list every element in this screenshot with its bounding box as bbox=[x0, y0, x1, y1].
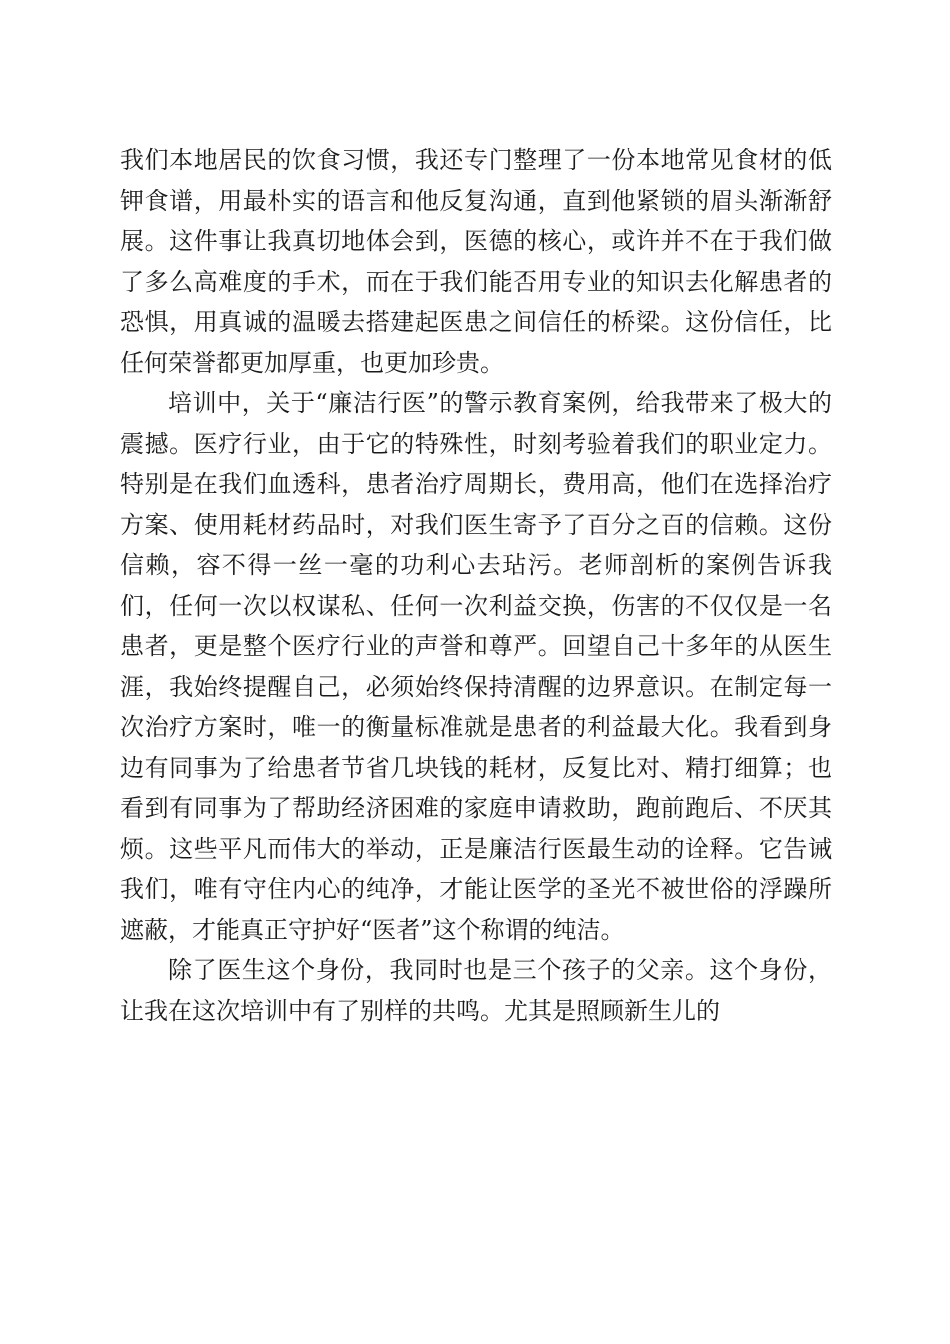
document-body bbox=[120, 140, 832, 1031]
paragraph-3: 除了医生这个身份，我同时也是三个孩子的父亲。这个身份，让我在这次培训中有了别样的共鸣。尤其是照顾新生儿的 bbox=[120, 956, 832, 1025]
paragraph-2: 培训中，关于“廉洁行医”的警示教育案例，给我带来了极大的震撼。医疗行业，由于它的特殊性，时刻考验着我们的职业定力。特别是在我们血透科，患者治疗周期长，费用高，他们在选择治疗方案、使用耗材药品时，对我们医生寄予了百分之百的信赖。这份信赖，容不得一丝一毫的功利心去玷污。老师剖析的案例告诉我们，任何一次以权谋私、任何一次利益交换，伤害的不仅仅是一名患者，更是整个医疗行业的声誉和尊严。回望自己十多年的从医生涯，我始终提醒自己，必须始终保持清醒的边界意识。在制定每一次治疗方案时，唯一的衡量标准就是患者的利益最大化。我看到身边有同事为了给患者节省几块钱的耗材，反复比对、精打细算；也看到有同事为了帮助经济困难的家庭申请救助，跑前跑后、不厌其烦。这些平凡而伟大的举动，正是廉洁行医最生动的诠释。它告诫我们，唯有守住内心的纯净，才能让医学的圣光不被世俗的浮躁所遮蔽，才能真正守护好“医者”这个称谓的纯洁。 bbox=[120, 389, 832, 944]
paragraph-1: 我们本地居民的饮食习惯，我还专门整理了一份本地常见食材的低钾食谱，用最朴实的语言和他反复沟通，直到他紧锁的眉头渐渐舒展。这件事让我真切地体会到，医德的核心，或许并不在于我们做了多么高难度的手术，而在于我们能否用专业的知识去化解患者的恐惧，用真诚的温暖去搭建起医患之间信任的桥梁。这份信任，比任何荣誉都更加厚重，也更加珍贵。 bbox=[120, 146, 832, 377]
